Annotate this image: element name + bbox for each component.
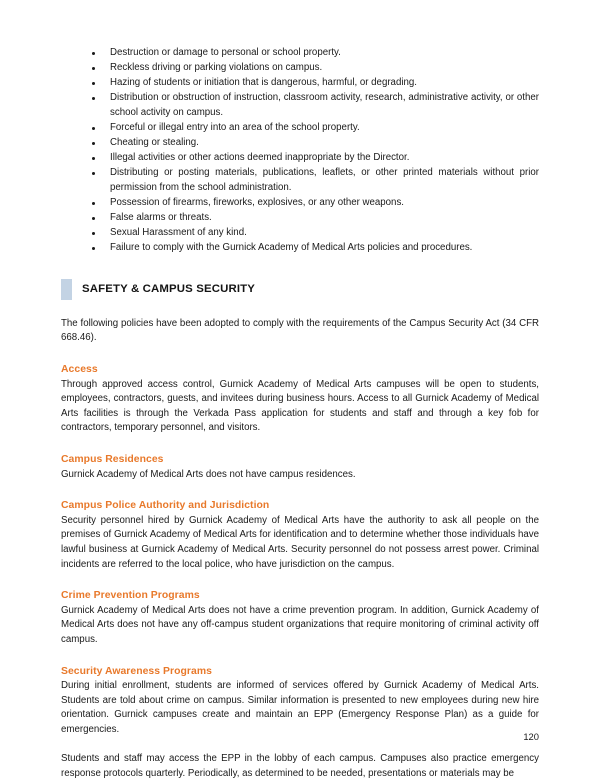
subheading-campus-residences: Campus Residences bbox=[61, 453, 164, 465]
list-item: Destruction or damage to personal or school property. bbox=[61, 46, 539, 61]
subheading-access: Access bbox=[61, 364, 98, 375]
section-accent-bar bbox=[61, 279, 72, 300]
list-item: Sexual Harassment of any kind. bbox=[61, 226, 539, 241]
paragraph-security-awareness-programs: During initial enrollment, students are informed of services offered by Gurnick Academy of Medical Arts. Students are told about crime on campus. Similar information is presented to new employees during new hire orientation. Gurnick campuses create and maintain an EPP (Emergency Response Plan) as a guide for emergencies. bbox=[61, 680, 539, 735]
paragraph-access: Through approved access control, Gurnick Academy of Medical Arts campuses will be open to students, employees, contractors, guests, and invitees during business hours. Access to all Gurnick Academy of Medical Arts facilities is through the Verkada Pass application for students and staff and through a key fob for contractors, temporary personnel, and visitors. bbox=[61, 378, 539, 434]
list-item: Failure to comply with the Gurnick Academy of Medical Arts policies and procedures. bbox=[61, 241, 539, 256]
list-item: Hazing of students or initiation that is dangerous, harmful, or degrading. bbox=[61, 76, 539, 91]
list-item: False alarms or threats. bbox=[61, 211, 539, 226]
paragraph-campus-residences: Gurnick Academy of Medical Arts does not have campus residences. bbox=[61, 468, 356, 480]
safety-intro-paragraph: The following policies have been adopted to comply with the requirements of the Campus Security Act (34 CFR 668.46). bbox=[61, 317, 539, 344]
list-item: Distribution or obstruction of instruction, classroom activity, research, administrative activity, or other school activity on campus. bbox=[61, 91, 539, 120]
subheading-security-awareness-programs: Security Awareness Programs bbox=[61, 665, 212, 677]
paragraph-security-awareness-programs-cont: Students and staff may access the EPP in the lobby of each campus. Campuses also practice emergency response protocols quarterly. Periodically, as determined to be needed, presentations or materials may be bbox=[61, 753, 539, 779]
paragraph-crime-prevention-programs: Gurnick Academy of Medical Arts does not have a crime prevention program. In addition, Gurnick Academy of Medical Arts does not have any off-campus student organizations that require monitoring of criminal activity off campus. bbox=[61, 604, 539, 645]
subheading-crime-prevention-programs: Crime Prevention Programs bbox=[61, 590, 200, 602]
section-title: SAFETY & CAMPUS SECURITY bbox=[82, 283, 256, 296]
page-number: 120 bbox=[523, 731, 539, 742]
list-item: Forceful or illegal entry into an area of the school property. bbox=[61, 121, 539, 136]
page-content bbox=[61, 46, 539, 781]
list-item: Illegal activities or other actions deemed inappropriate by the Director. bbox=[61, 151, 539, 166]
list-item: Possession of firearms, fireworks, explosives, or any other weapons. bbox=[61, 196, 539, 211]
subheading-campus-police-authority: Campus Police Authority and Jurisdiction bbox=[61, 500, 270, 512]
list-item: Cheating or stealing. bbox=[61, 136, 539, 151]
safety-section-header bbox=[61, 279, 539, 300]
paragraph-campus-police-authority: Security personnel hired by Gurnick Academy of Medical Arts have the authority to ask all people on the premises of Gurnick Academy of Medical Arts for identification and to determine whether those individuals have lawful business at Gurnick Academy of Medical Arts. Security personnel do not possess arrest power. Criminal incidents are referred to the local police, who have jurisdiction on the campus. bbox=[61, 514, 539, 570]
prohibited-conduct-list bbox=[61, 46, 539, 256]
list-item: Reckless driving or parking violations on campus. bbox=[61, 61, 539, 76]
list-item: Distributing or posting materials, publications, leaflets, or other printed materials without prior permission from the school administration. bbox=[61, 166, 539, 195]
